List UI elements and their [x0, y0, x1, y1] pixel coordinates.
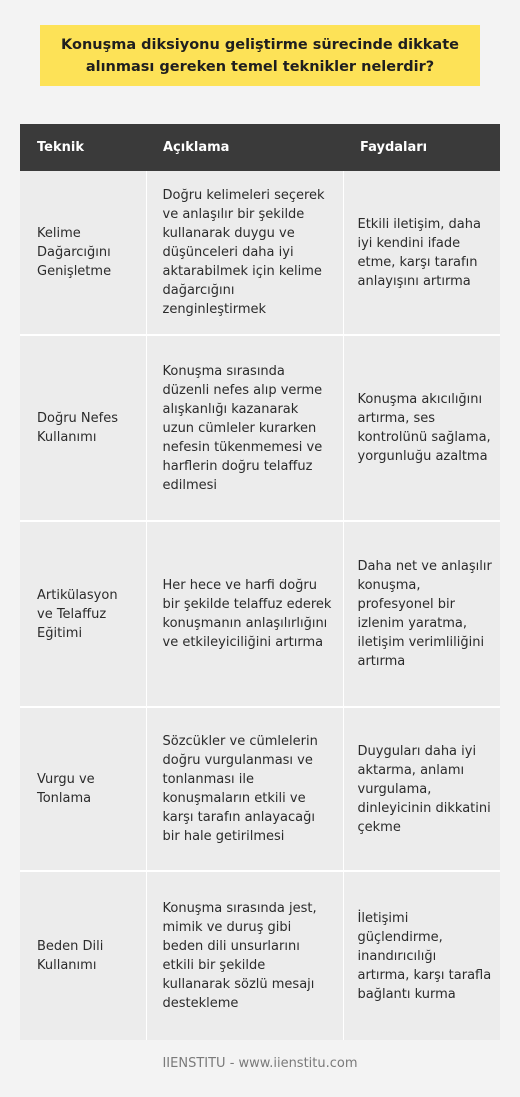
benefits-cell: Etkili iletişim, daha iyi kendini ifade etme, karşı tarafın anlayışını artırma — [343, 171, 500, 335]
benefits-cell: İletişimi güçlendirme, inandırıcılığı artırma, karşı tarafla bağlantı kurma — [343, 871, 500, 1040]
description-cell: Sözcükler ve cümlelerin doğru vurgulanması ve tonlanması ile konuşmaların etkili ve karşı tarafın anlayacağı bir hale getirilmesi — [146, 707, 343, 871]
table-row — [20, 335, 500, 521]
header-benefits: Faydaları — [343, 124, 500, 171]
techniques-table — [20, 124, 500, 1040]
technique-cell: Doğru Nefes Kullanımı — [20, 335, 146, 521]
table-row — [20, 171, 500, 335]
description-cell: Konuşma sırasında jest, mimik ve duruş gibi beden dili unsurlarını etkili bir şekilde kullanarak sözlü mesajı destekleme — [146, 871, 343, 1040]
page-title: Konuşma diksiyonu geliştirme sürecinde dikkate alınması gereken temel teknikler nelerdir? — [61, 36, 459, 75]
description-cell: Doğru kelimeleri seçerek ve anlaşılır bir şekilde kullanarak duygu ve düşünceleri daha iyi aktarabilmek için kelime dağarcığını zenginleştirmek — [146, 171, 343, 335]
benefits-cell: Konuşma akıcılığını artırma, ses kontrolünü sağlama, yorgunluğu azaltma — [343, 335, 500, 521]
table-header-row — [20, 124, 500, 171]
footer-credit: IIENSTITU - www.iienstitu.com — [162, 1056, 358, 1071]
technique-cell: Vurgu ve Tonlama — [20, 707, 146, 871]
title-banner — [40, 25, 480, 86]
table-row — [20, 521, 500, 707]
technique-cell: Artikülasyon ve Telaffuz Eğitimi — [20, 521, 146, 707]
header-technique: Teknik — [20, 124, 146, 171]
technique-cell: Kelime Dağarcığını Genişletme — [20, 171, 146, 335]
description-cell: Her hece ve harfi doğru bir şekilde telaffuz ederek konuşmanın anlaşılırlığını ve etkileyiciliğini artırma — [146, 521, 343, 707]
table-row — [20, 707, 500, 871]
table-row — [20, 871, 500, 1040]
benefits-cell: Duyguları daha iyi aktarma, anlamı vurgulama, dinleyicinin dikkatini çekme — [343, 707, 500, 871]
technique-cell: Beden Dili Kullanımı — [20, 871, 146, 1040]
benefits-cell: Daha net ve anlaşılır konuşma, profesyonel bir izlenim yaratma, iletişim verimliliğini artırma — [343, 521, 500, 707]
description-cell: Konuşma sırasında düzenli nefes alıp verme alışkanlığı kazanarak uzun cümleler kurarken nefesin tükenmemesi ve harflerin doğru telaffuz edilmesi — [146, 335, 343, 521]
header-description: Açıklama — [146, 124, 343, 171]
